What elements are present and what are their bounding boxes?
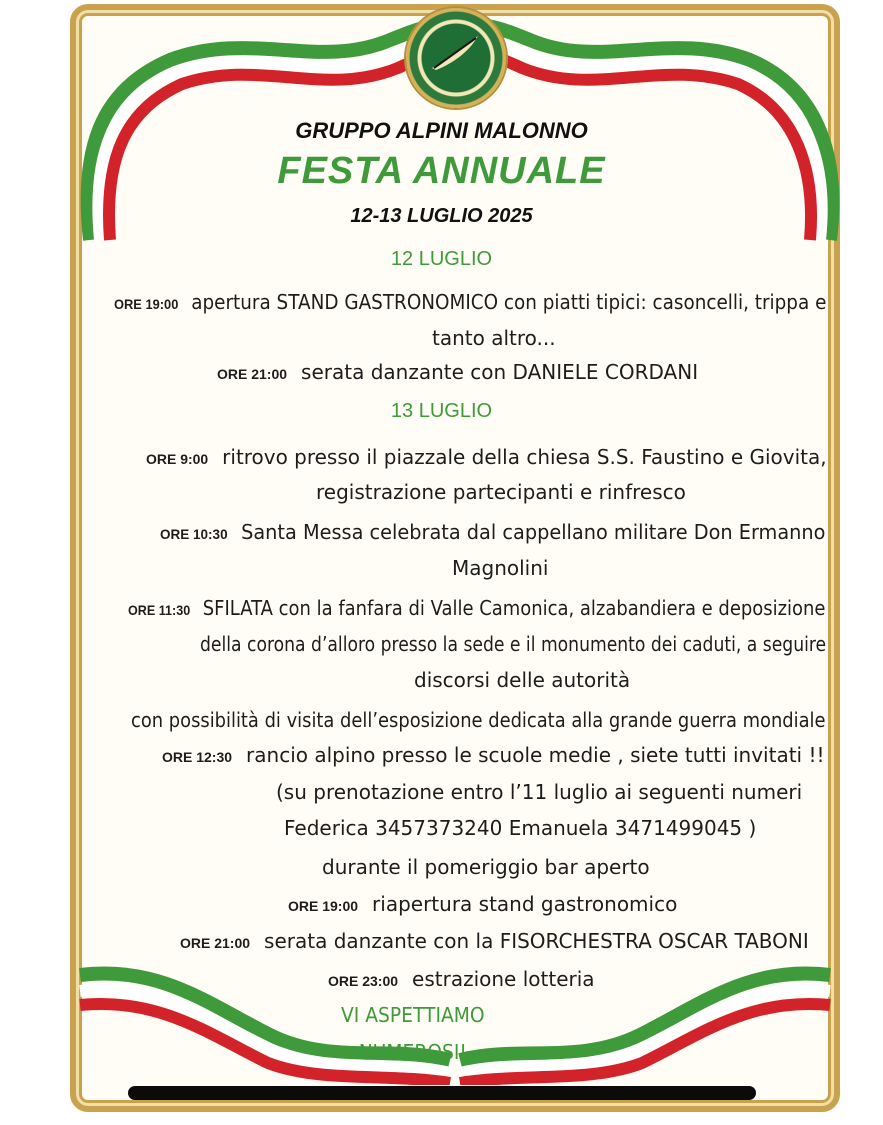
- item-text: SFILATA con la fanfara di Valle Camonica, alzabandiera e deposizione: [202, 596, 826, 620]
- item-text-cont: (su prenotazione entro l’11 luglio ai seguenti numeri: [276, 780, 803, 804]
- time-label: ORE 21:00: [217, 366, 288, 382]
- schedule-item: [288, 892, 677, 916]
- schedule-item: [146, 445, 827, 469]
- schedule-item: [217, 360, 698, 384]
- item-text: estrazione lotteria: [412, 967, 595, 991]
- schedule-item: [128, 596, 825, 620]
- item-text-cont: registrazione partecipanti e rinfresco: [316, 480, 686, 504]
- schedule-item: [162, 743, 825, 767]
- item-text: serata danzante con la FISORCHESTRA OSCAR TABONI: [264, 929, 809, 953]
- schedule-item: [114, 290, 826, 314]
- day1-title: 12 LUGLIO: [390, 248, 493, 270]
- time-label: ORE 19:00: [114, 296, 179, 312]
- schedule-item: [328, 967, 595, 991]
- item-text: rancio alpino presso le scuole medie , siete tutti invitati !!: [246, 743, 825, 767]
- time-label: ORE 23:00: [328, 973, 399, 989]
- afternoon-note: durante il pomeriggio bar aperto: [322, 855, 650, 879]
- item-text: riapertura stand gastronomico: [372, 892, 678, 916]
- event-dates: 12-13 LUGLIO 2025: [350, 205, 533, 227]
- item-text-cont: della corona d’alloro presso la sede e il monumento dei caduti, a seguire: [200, 632, 827, 656]
- item-text-cont: discorsi delle autorità: [414, 668, 631, 692]
- group-name: GRUPPO ALPINI MALONNO: [295, 118, 588, 143]
- closing-line-1: VI ASPETTIAMO: [340, 1003, 485, 1027]
- item-text-cont: Magnolini: [452, 556, 549, 580]
- time-label: ORE 21:00: [180, 935, 251, 951]
- item-text: serata danzante con DANIELE CORDANI: [301, 360, 699, 384]
- home-indicator-bar[interactable]: [128, 1086, 756, 1100]
- time-label: ORE 12:30: [162, 749, 233, 765]
- time-label: ORE 10:30: [160, 526, 228, 542]
- time-label: ORE 9:00: [146, 451, 209, 467]
- exhibition-note: con possibilità di visita dell’esposizione dedicata alla grande guerra mondiale: [131, 708, 826, 732]
- time-label: ORE 11:30: [128, 602, 191, 618]
- item-text: Santa Messa celebrata dal cappellano militare Don Ermanno: [241, 520, 826, 544]
- item-text: apertura STAND GASTRONOMICO con piatti tipici: casoncelli, trippa e: [191, 290, 827, 314]
- schedule-item: [160, 520, 825, 544]
- event-title: FESTA ANNUALE: [277, 150, 606, 192]
- phone-numbers: Federica 3457373240 Emanuela 3471499045 ): [284, 816, 757, 840]
- feather-icon: [426, 30, 484, 74]
- day2-title: 13 LUGLIO: [390, 400, 493, 422]
- time-label: ORE 19:00: [288, 898, 359, 914]
- item-text: ritrovo presso il piazzale della chiesa S.S. Faustino e Giovita,: [222, 445, 827, 469]
- item-text-cont: tanto altro...: [432, 326, 556, 350]
- closing-line-2: NUMEROSI!: [358, 1040, 467, 1064]
- schedule-item: [180, 929, 809, 953]
